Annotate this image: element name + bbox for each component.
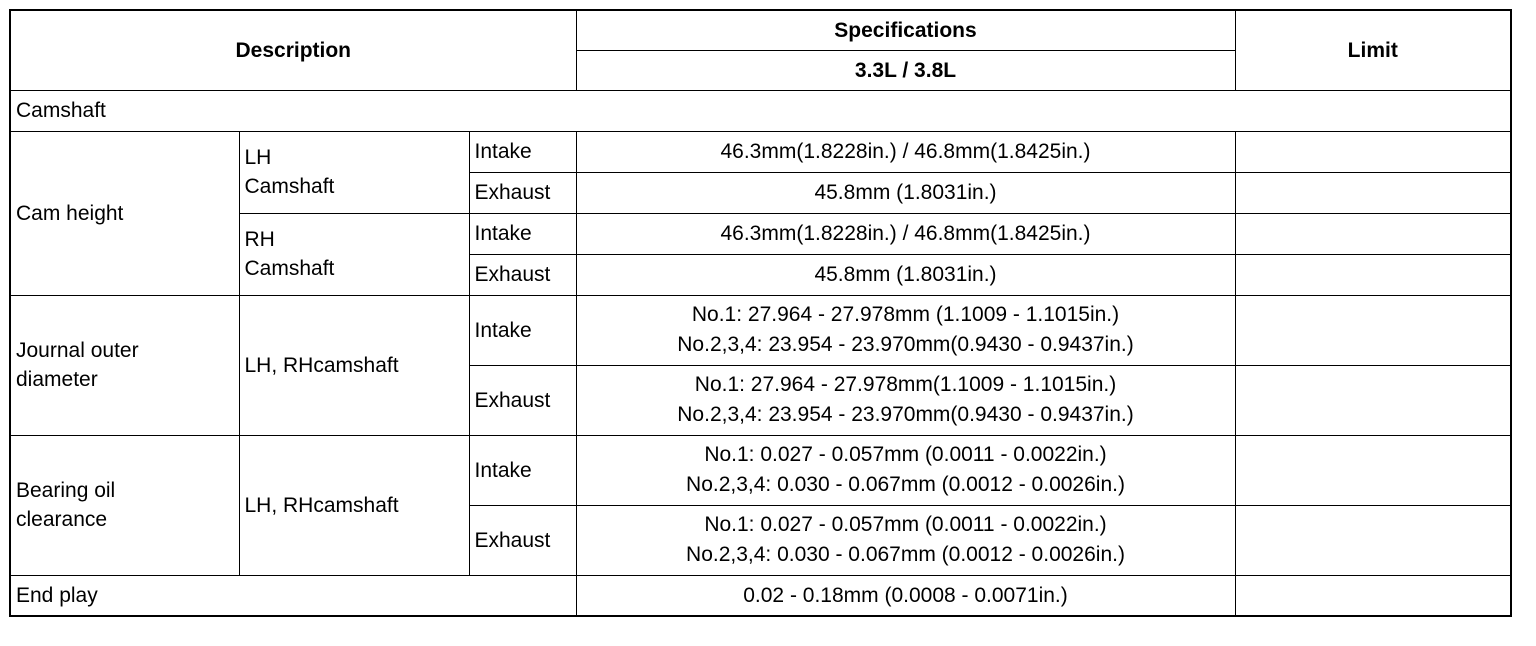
rh-line2: Camshaft xyxy=(244,257,335,280)
bearing-intake-label: Intake xyxy=(469,435,576,505)
bearing-exhaust-value xyxy=(576,505,1235,575)
lh-exhaust-label: Exhaust xyxy=(469,172,576,213)
rh-intake-value: 46.3mm(1.8228in.) / 46.8mm(1.8425in.) xyxy=(576,213,1235,254)
journal-exhaust-value xyxy=(576,365,1235,435)
journal-exhaust-value-2: No.2,3,4: 23.954 - 23.970mm(0.9430 - 0.9437in.) xyxy=(677,403,1134,426)
limit-cell xyxy=(1235,505,1511,575)
lh-intake-value: 46.3mm(1.8228in.) / 46.8mm(1.8425in.) xyxy=(576,131,1235,172)
limit-header: Limit xyxy=(1235,10,1511,90)
limit-cell xyxy=(1235,172,1511,213)
journal-label-line1: Journal outer xyxy=(16,339,139,362)
journal-exhaust-value-1: No.1: 27.964 - 27.978mm(1.1009 - 1.1015in.) xyxy=(694,373,1117,396)
end-play-label: End play xyxy=(10,575,576,616)
limit-cell xyxy=(1235,435,1511,505)
lh-intake-label: Intake xyxy=(469,131,576,172)
rh-exhaust-label: Exhaust xyxy=(469,254,576,295)
journal-exhaust-label: Exhaust xyxy=(469,365,576,435)
lh-line2: Camshaft xyxy=(244,175,335,198)
spec-table xyxy=(9,9,1512,617)
journal-intake-label: Intake xyxy=(469,295,576,365)
rh-exhaust-value: 45.8mm (1.8031in.) xyxy=(576,254,1235,295)
journal-intake-value-1: No.1: 27.964 - 27.978mm (1.1009 - 1.1015in.) xyxy=(691,303,1120,326)
specifications-header: Specifications xyxy=(576,10,1235,50)
journal-intake-value-2: No.2,3,4: 23.954 - 23.970mm(0.9430 - 0.9437in.) xyxy=(677,333,1134,356)
journal-sub: LH, RHcamshaft xyxy=(239,295,469,435)
limit-cell xyxy=(1235,295,1511,365)
bearing-intake-value-1: No.1: 0.027 - 0.057mm (0.0011 - 0.0022in.) xyxy=(704,443,1107,466)
limit-cell xyxy=(1235,213,1511,254)
journal-intake-value xyxy=(576,295,1235,365)
journal-label-line2: diameter xyxy=(16,368,98,391)
rh-line1: RH xyxy=(244,228,275,251)
bearing-exhaust-value-2: No.2,3,4: 0.030 - 0.067mm (0.0012 - 0.0026in.) xyxy=(686,543,1125,566)
end-play-value: 0.02 - 0.18mm (0.0008 - 0.0071in.) xyxy=(576,575,1235,616)
bearing-label-line2: clearance xyxy=(16,508,108,531)
limit-cell xyxy=(1235,254,1511,295)
header-row xyxy=(10,10,1511,50)
lh-camshaft-label xyxy=(239,131,469,213)
limit-cell xyxy=(1235,575,1511,616)
journal-label xyxy=(10,295,239,435)
cam-height-label: Cam height xyxy=(10,131,239,295)
bearing-exhaust-label: Exhaust xyxy=(469,505,576,575)
bearing-label-line1: Bearing oil xyxy=(16,479,116,502)
table-row xyxy=(10,575,1511,616)
bearing-label xyxy=(10,435,239,575)
bearing-exhaust-value-1: No.1: 0.027 - 0.057mm (0.0011 - 0.0022in.) xyxy=(704,513,1107,536)
bearing-intake-value-2: No.2,3,4: 0.030 - 0.067mm (0.0012 - 0.0026in.) xyxy=(686,473,1125,496)
limit-cell xyxy=(1235,131,1511,172)
limit-cell xyxy=(1235,365,1511,435)
lh-exhaust-value: 45.8mm (1.8031in.) xyxy=(576,172,1235,213)
table-row xyxy=(10,131,1511,172)
engine-header: 3.3L / 3.8L xyxy=(576,50,1235,90)
section-title: Camshaft xyxy=(10,90,1511,131)
bearing-intake-value xyxy=(576,435,1235,505)
description-header: Description xyxy=(10,10,576,90)
bearing-sub: LH, RHcamshaft xyxy=(239,435,469,575)
lh-line1: LH xyxy=(244,146,272,169)
rh-intake-label: Intake xyxy=(469,213,576,254)
table-row xyxy=(10,295,1511,365)
rh-camshaft-label xyxy=(239,213,469,295)
section-row xyxy=(10,90,1511,131)
table-row xyxy=(10,435,1511,505)
